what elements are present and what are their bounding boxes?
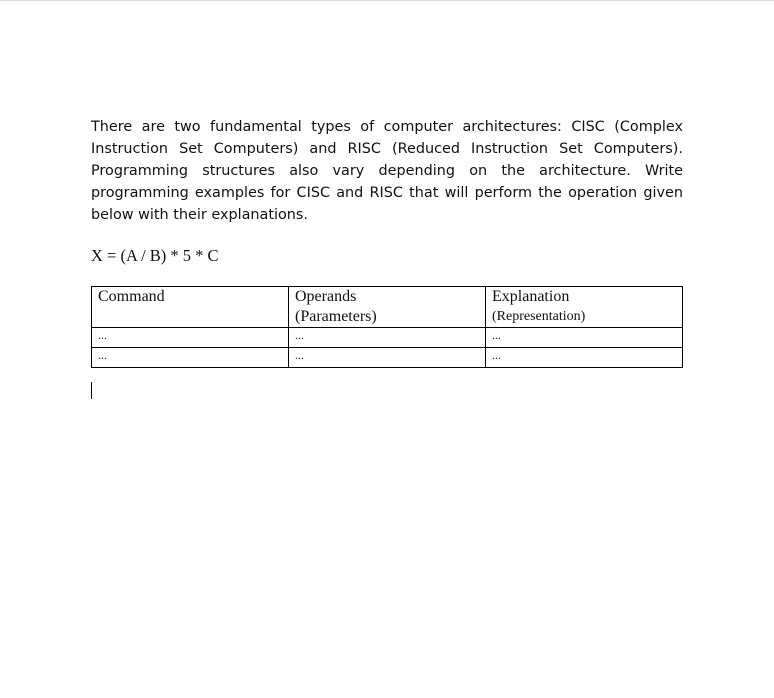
command-table[interactable] <box>91 286 683 368</box>
header-explanation[interactable] <box>486 287 683 328</box>
formula[interactable]: X = (A / B) * 5 * C <box>91 246 219 265</box>
header-command[interactable] <box>92 287 289 328</box>
table-row <box>92 328 683 348</box>
header-operands-label: Operands <box>295 288 357 305</box>
table-cell[interactable]: ... <box>486 328 683 348</box>
table-cell[interactable]: ... <box>289 328 486 348</box>
header-explanation-label: Explanation <box>492 288 570 305</box>
table-cell[interactable]: ... <box>289 348 486 368</box>
text-cursor <box>91 382 92 399</box>
document-page[interactable] <box>91 116 683 368</box>
intro-paragraph[interactable]: There are two fundamental types of computer architectures: CISC (Complex Instruction Set Computers) and RISC (Reduced Instruction Set Computers). Programming structures also vary depending on the architecture. Write programming examples for CISC and RISC that will perform the operation given below with their explanations. <box>91 119 683 223</box>
top-divider <box>0 0 774 1</box>
header-explanation-sublabel: (Representation) <box>492 309 586 324</box>
header-operands[interactable] <box>289 287 486 328</box>
header-command-label: Command <box>98 288 165 305</box>
table-cell[interactable]: ... <box>92 328 289 348</box>
table-row <box>92 348 683 368</box>
table-cell[interactable]: ... <box>92 348 289 368</box>
table-cell[interactable]: ... <box>486 348 683 368</box>
header-operands-sublabel: (Parameters) <box>295 308 377 325</box>
table-header-row <box>92 287 683 328</box>
